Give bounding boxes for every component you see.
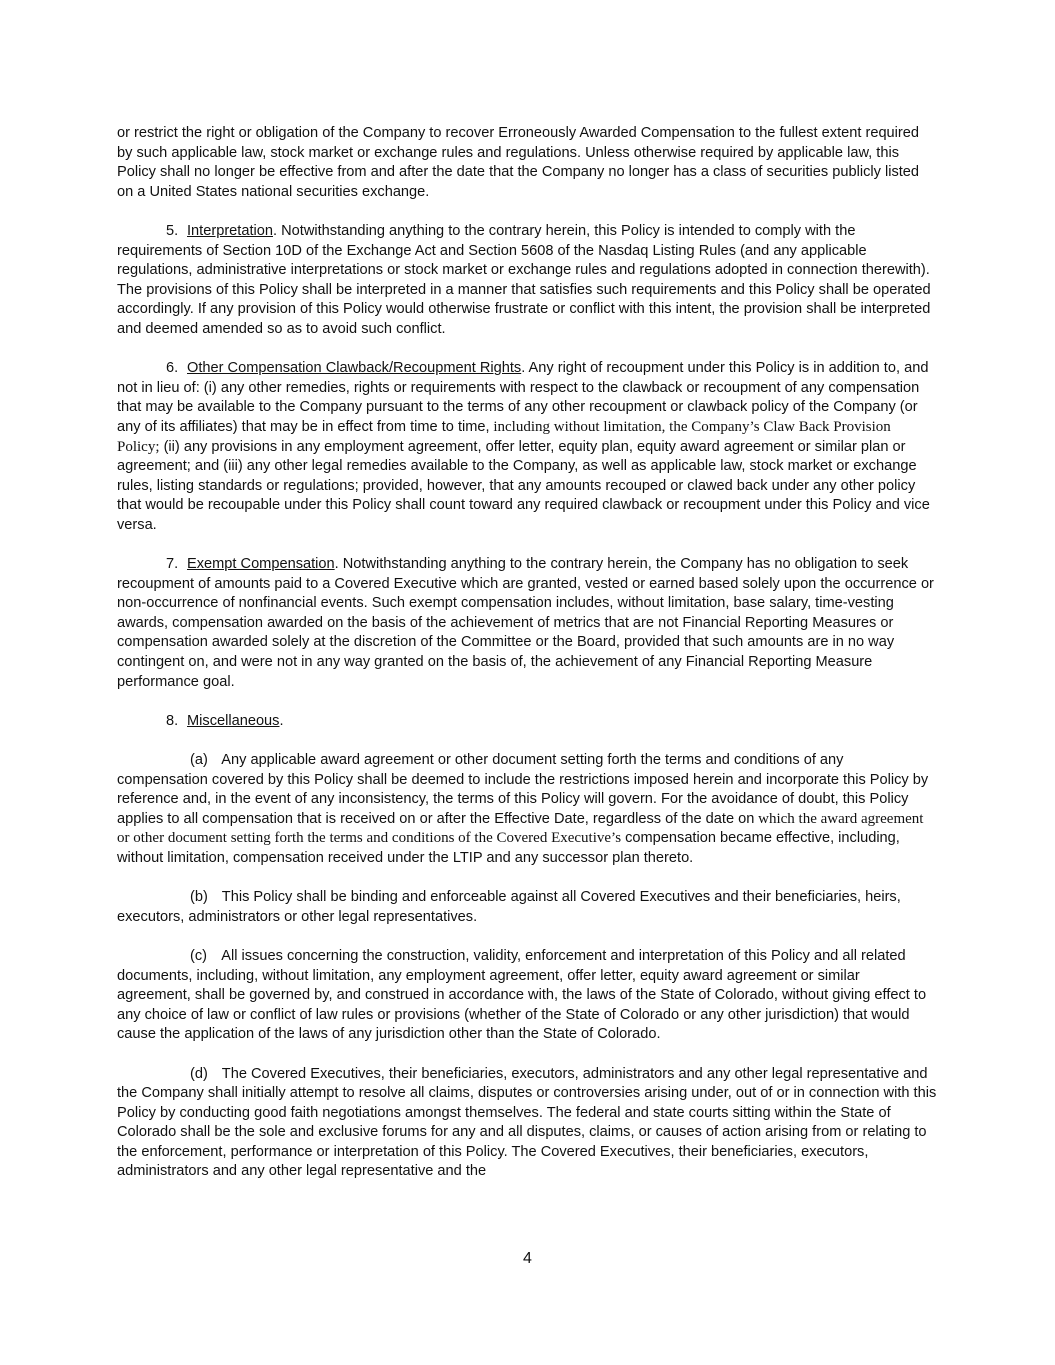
- subsection-body: Any applicable award agreement or other document setting forth the terms and conditions of any compensation covered by this Policy shall be deemed to include the restrictions imposed herein and incorporate this Policy by reference and, in the event of any inconsistency, the terms of this Policy will govern. For the avoidance of doubt, this Policy applies to all compensation that is received on or after the Effective Date, regardless of the date on: [117, 752, 929, 827]
- section-7-exempt-compensation: [117, 555, 937, 692]
- subsection-c: [117, 947, 937, 1045]
- section-6-other-compensation-clawback: [117, 359, 937, 535]
- subsection-body: This Policy shall be binding and enforceable against all Covered Executives and their beneficiaries, heirs, executors, administrators or other legal representatives.: [117, 889, 901, 925]
- document-body: [117, 124, 937, 1202]
- subsection-a: [117, 751, 937, 869]
- section-body-serif: including without limitation, the Company’s Claw Back Provision Policy;: [117, 418, 891, 455]
- section-body: (ii) any provisions in any employment agreement, offer letter, equity plan, equity award agreement or similar plan or agreement; and (iii) any other legal remedies available to the Company, as well as applicable law, stock market or exchange rules, listing standards or regulations; provided, however, that any amounts recouped or clawed back under any other policy that would be recoupable under this Policy shall count toward any required clawback or recoupment under this Policy and vice versa.: [117, 438, 930, 533]
- section-heading: Interpretation: [187, 222, 273, 239]
- section-number: 5.: [166, 222, 179, 239]
- section-number: 6.: [166, 360, 179, 377]
- subsection-body: All issues concerning the construction, validity, enforcement and interpretation of this Policy and all related documents, including, without limitation, any employment agreement, offer letter, equity award agreement or similar agreement, shall be governed by, and construed in accordance with, the laws of the State of Colorado, without giving effect to any choice of law or conflict of law rules or provisions (whether of the State of Colorado or any other jurisdiction) that would cause the application of the laws of any jurisdiction other than the State of Colorado.: [117, 947, 927, 1043]
- subsection-body: The Covered Executives, their beneficiaries, executors, administrators and any other legal representative and the Company shall initially attempt to resolve all claims, disputes or controversies arising under, out of or in connection with this Policy by conducting good faith negotiations amongst themselves. The federal and state courts sitting within the State of Colorado shall be the sole and exclusive forums for any and all disputes, claims, or causes of action arising from or relating to the enforcement, performance or interpretation of this Policy. The Covered Executives, their beneficiaries, executors, administrators and any other legal representative and the: [117, 1065, 937, 1180]
- page-number: 4: [523, 1250, 532, 1267]
- continuation-paragraph: or restrict the right or obligation of the Company to recover Erroneously Awarded Compensation to the fullest extent required by such applicable law, stock market or exchange rules and regulations. Unless otherwise required by applicable law, this Policy shall no longer be effective from and after the date that the Company no longer has a class of securities publicly listed on a United States national securities exchange.: [117, 125, 920, 200]
- subsection-label: (a): [190, 752, 208, 768]
- section-heading: Miscellaneous: [187, 712, 280, 729]
- subsection-body-serif: which the award agreement or other document setting forth the terms and conditions of the Covered Executive’s: [117, 810, 924, 847]
- subsection-d: [117, 1065, 937, 1183]
- section-body: . Any right of recoupment under this Policy is in addition to, and not in lieu of: (i) any other remedies, rights or requirements with respect to the clawback or recoupment of any compensation that may be available to the Company pursuant to the terms of any other recoupment or clawback policy of the Company (or any of its affiliates) that may be in effect from time to time,: [117, 360, 929, 435]
- subsection-label: (d): [190, 1065, 208, 1082]
- section-number: 7.: [166, 556, 179, 573]
- section-body: . Notwithstanding anything to the contrary herein, this Policy is intended to comply with the requirements of Section 10D of the Exchange Act and Section 5608 of the Nasdaq Listing Rules (and any applicable regulations, administrative interpretations or stock market or exchange rules and regulations adopted in connection therewith). The provisions of this Policy shall be interpreted in a manner that satisfies such requirements and this Policy shall be operated accordingly. If any provision of this Policy would otherwise frustrate or conflict with this intent, the provision shall be interpreted and deemed amended so as to avoid such conflict.: [117, 222, 931, 337]
- section-body: . Notwithstanding anything to the contrary herein, the Company has no obligation to seek recoupment of amounts paid to a Covered Executive which are granted, vested or earned based solely upon the occurrence or non-occurrence of nonfinancial events. Such exempt compensation includes, without limitation, base salary, time-vesting awards, compensation awarded on the basis of the achievement of metrics that are not Financial Reporting Measures or compensation awarded solely at the discretion of the Committee or the Board, provided that such amounts are in no way contingent on, and were not in any way granted on the basis of, the achievement of any Financial Reporting Measure performance goal.: [117, 556, 934, 690]
- subsection-body: compensation became effective, including, without limitation, compensation received under the LTIP and any successor plan thereto.: [117, 830, 900, 866]
- subsection-b: [117, 888, 937, 927]
- section-number: 8.: [166, 712, 179, 729]
- section-heading: Exempt Compensation: [187, 556, 335, 573]
- subsection-label: (c): [190, 947, 208, 964]
- section-8-miscellaneous: [117, 712, 937, 732]
- section-heading: Other Compensation Clawback/Recoupment Rights: [187, 360, 522, 377]
- section-5-interpretation: [117, 222, 937, 340]
- section-heading-suffix: .: [279, 712, 284, 729]
- subsection-label: (b): [190, 889, 208, 906]
